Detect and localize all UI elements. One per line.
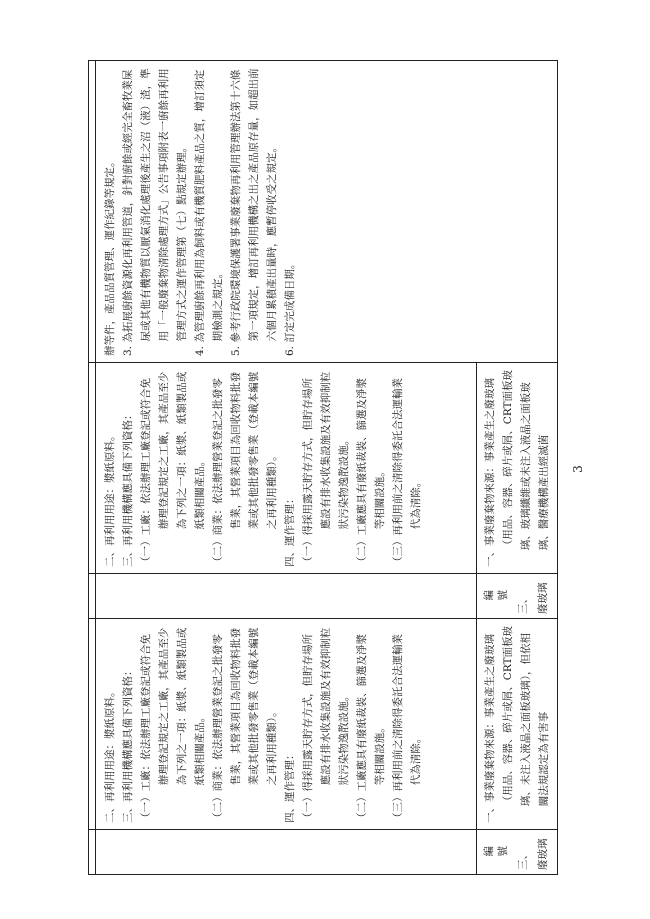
label-item: 廢玻璃	[537, 838, 550, 870]
provision-line: （三）再利用前之清除得委託合法運輸業代為清除。	[392, 378, 422, 567]
provision-line: （一）得採用露天貯存方式，但貯存場所應設有排水收集設施及有效抑制粒狀污染物逸散設施。	[302, 627, 350, 823]
label-section: 三、	[517, 593, 529, 614]
spacer-cell	[96, 830, 477, 875]
table-body-row	[96, 61, 477, 875]
comparison-table-rotated	[88, 60, 558, 875]
right-source-text: 一、事業廢棄物來源：事業產生之廢玻璃（用品、容器、碎片或屑、CRT面板玻璃、玻璃纖維或未注入液晶之面板玻璃、醫療機構產出經滅菌	[484, 369, 550, 567]
provision-line: 6. 訂定完成備日期。	[284, 258, 296, 356]
provision-line: 三、再利用機構應具備下列資格：	[122, 665, 134, 823]
label-number: 編號	[483, 578, 509, 601]
provision-line: （二）商業：依法辦理營業登記之批發零售業，其營業項目為回收物料批發業或其他批發零售業（登載本編號之再利用種類）。	[212, 371, 278, 567]
provision-line: （一）工廠：依法辦理工廠登記或符合免辦理登記規定之工廠，其產品至少為下列之一項：紙漿、紙類製品或紙類相關產品。	[140, 627, 206, 823]
provision-line: 四、運作管理：	[284, 749, 296, 823]
right-provision-text	[96, 363, 429, 573]
label-cell-right	[477, 574, 558, 619]
comparison-table	[88, 60, 558, 875]
provision-line: 三、再利用機構應具備下列資格：	[122, 409, 134, 567]
page-number: 3	[570, 465, 585, 473]
right-source-cell	[477, 363, 558, 574]
provision-line: 四、運作管理：	[284, 493, 296, 567]
provision-line: 辦等件，產品品質管理、運作紀錄等規定。	[104, 156, 116, 356]
label-number: 編號	[483, 834, 509, 857]
provision-line: （三）再利用前之清除得委託合法運輸業代為清除。	[392, 634, 422, 823]
spacer-cell	[96, 574, 477, 619]
left-source-cell	[477, 619, 558, 830]
provision-line: （二）工廠應具有廢紙裁裝、篩選及淨漿等相關設施。	[356, 378, 386, 567]
notes-cell	[96, 61, 558, 363]
provision-line: 5. 參考行政院環境保護署事業廢棄物再利用管理辦法第十六條第一項規定，增訂再利用機構之出之產品原存量，如超出前六個月累積產出量時，應暫停收受之規定。	[230, 68, 278, 356]
notes-text	[96, 61, 303, 362]
provision-line: （二）商業：依法辦理營業登記之批發零售業，其營業項目為回收物料批發業或其他批發零售業（登載本編號之再利用種類）。	[212, 627, 278, 823]
notes-top-cell	[89, 61, 96, 363]
provision-line: （一）工廠：依法辦理工廠登記或符合免辦理登記規定之工廠，其產品至少為下列之一項：紙漿、紙類製品或紙類相關產品。	[140, 371, 206, 567]
left-provision-text	[96, 619, 429, 829]
provision-line: 3. 為拓展廚餘資源化再利用管道，針對廚餘或經完全畜牧業屎尿或其他有機物質以厭氣消化處理後產生之沼（液）渣，準用「一般廢棄物清除處理方式」公告事項附表一廚餘再利用管理方式之運作管理第（七）點規定辦理。	[122, 68, 188, 356]
right-provision-cell	[96, 363, 477, 574]
label-section: 三、	[517, 849, 529, 870]
provision-line: （二）工廠應具有廢紙裁裝、篩選及淨漿等相關設施。	[356, 634, 386, 823]
left-source-text: 一、事業廢棄物來源：事業產生之廢玻璃（用品、容器、碎片或屑、CRT面板玻璃、未注入液晶之面板玻璃），但依相關法規認定為有害事	[484, 625, 550, 823]
left-provision-cell	[96, 619, 477, 830]
label-item: 廢玻璃	[537, 582, 550, 614]
provision-line: 二、再利用用途：漿紙原料。	[104, 430, 116, 567]
label-cell-left	[477, 830, 558, 875]
table-top-row	[89, 61, 96, 875]
provision-line: （一）得採用露天貯存方式，但貯存場所應設有排水收集設施及有效抑制粒狀污染物逸散設施。	[302, 371, 350, 567]
provision-line: 二、再利用用途：漿紙原料。	[104, 686, 116, 823]
provision-line: 4. 為管理廚餘再利用為飼料或有機質肥料產品之質，增訂須定期檢測之規定。	[194, 69, 224, 356]
